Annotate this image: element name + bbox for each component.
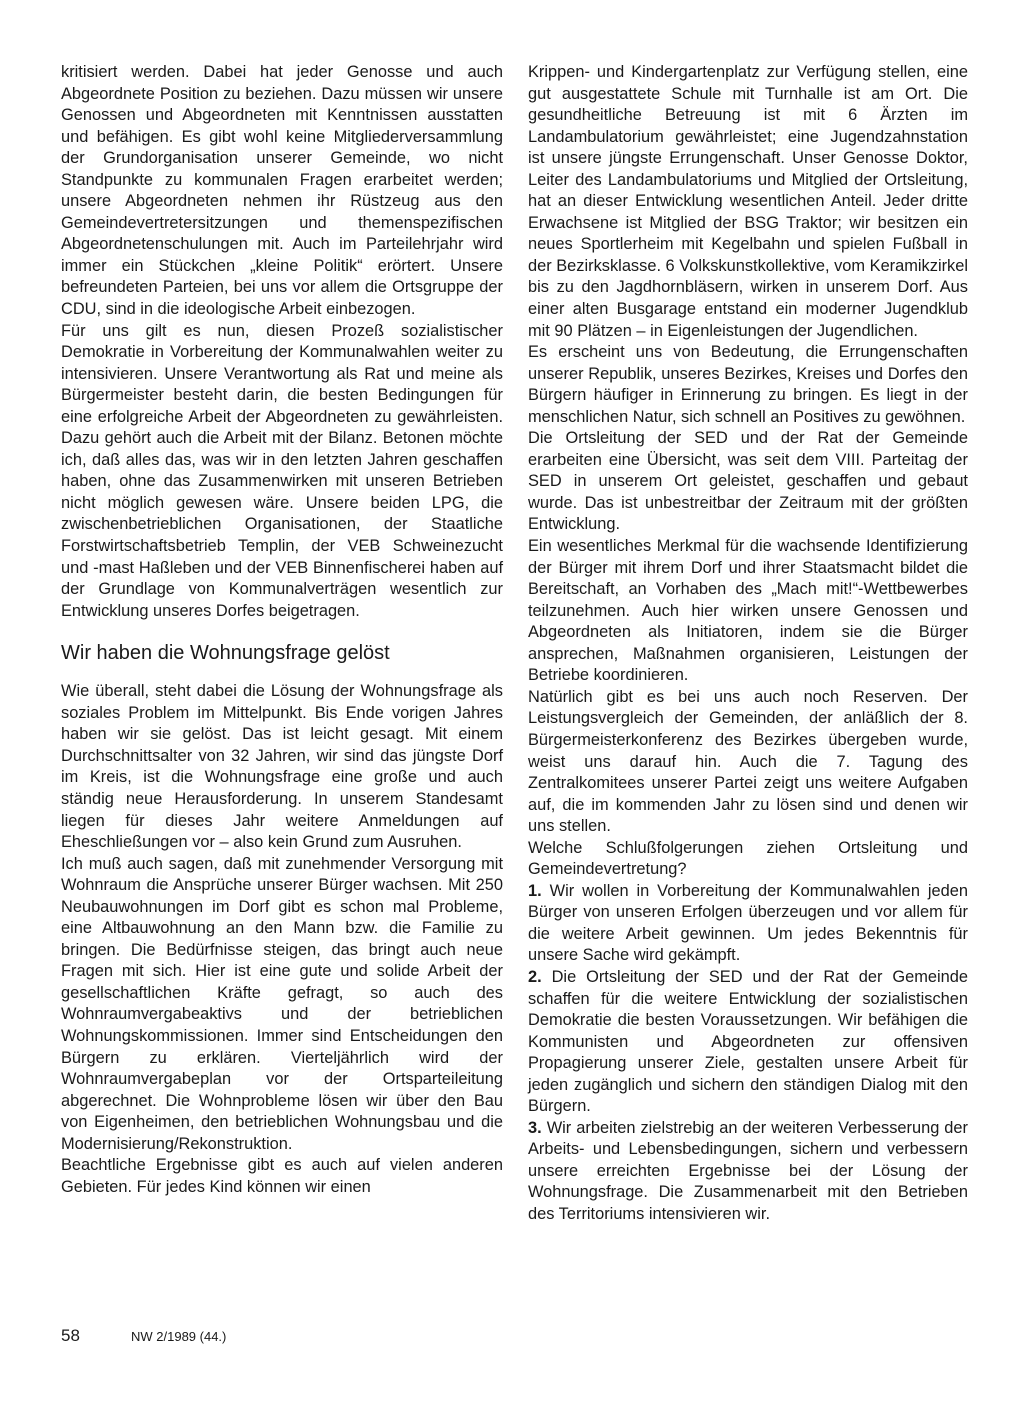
item-text: Wir arbeiten zielstrebig an der weiteren Verbesserung der Arbeits- und Lebensbedingungen, sichern und verbessern unsere erreichten Ergebnisse bei der Lösung der Wohnungsfrage. Die Zusammenarbeit mit den Betrieben des Territoriums intensivieren wir. xyxy=(528,1118,968,1223)
paragraph: Wie überall, steht dabei die Lösung der Wohnungsfrage als soziales Problem im Mittelpunkt. Bis Ende vorigen Jahres haben wir sie gelöst. Das ist leicht gesagt. Mit einem Durchschnittsalter von 32 Jahren, wir sind das jüngste Dorf im Kreis, ist die Wohnungsfrage eine große und auch ständig neue Herausforderung. In unserem Standesamt liegen für dieses Jahr weitere Anmeldungen auf Eheschließungen vor – also kein Grund zum Ausruhen. xyxy=(61,682,503,852)
paragraph: Krippen- und Kindergartenplatz zur Verfügung stellen, eine gut ausgestattete Schule mit Turnhalle ist am Ort. Die gesundheitliche Betreuung ist mit 6 Ärzten im Landambulatorium gewährleistet; eine Jugendzahnstation ist unsere jüngste Errungenschaft. Unser Genosse Doktor, Leiter des Landambulatoriums und Mitglied der Ortsleitung, hat an dieser Entwicklung wesentlichen Anteil. Jeder dritte Erwachsene ist Mitglied der BSG Traktor; wir besitzen ein neues Sportlerheim mit Kegelbahn und spielen Fußball in der Bezirksklasse. 6 Volkskunstkollektive, vom Keramikzirkel bis zu den Jagdhornbläsern, wirken in unserem Dorf. Aus einer alten Busgarage entstand ein moderner Jugendklub mit 90 Plätzen – in Eigenleistungen der Jugendlichen. xyxy=(528,63,968,340)
item-text: Wir wollen in Vorbereitung der Kommunalwahlen jeden Bürger von unseren Erfolgen überzeugen und vor allem für die weitere Arbeit gewinnen. Um jedes Bekenntnis für unsere Sache wird gekämpft. xyxy=(528,881,968,965)
paragraph: kritisiert werden. Dabei hat jeder Genosse und auch Abgeordnete Position zu beziehen. Dazu müssen wir unsere Genossen und Abgeordneten mit Kenntnissen ausstatten und befähigen. Es gibt wohl keine Mitgliederversammlung der Grundorganisation unserer Gemeinde, wo nicht Standpunkte zu kommunalen Fragen erarbeitet werden; unsere Abgeordneten nehmen ihr Rüstzeug aus den Gemeindevertretersitzungen und themenspezifischen Abgeordnetenschulungen mit. Auch im Parteilehrjahr wird immer ein Stückchen „kleine Politik“ erörtert. Unsere befreundeten Parteien, bei uns vor allem die Ortsgruppe der CDU, sind in die ideologische Arbeit einbezogen. xyxy=(61,63,503,319)
numbered-item xyxy=(528,1118,968,1226)
page-number: 58 xyxy=(61,1326,80,1345)
item-number: 2. xyxy=(528,967,542,986)
paragraph: Für uns gilt es nun, diesen Prozeß sozialistischer Demokratie in Vorbereitung der Kommunalwahlen weiter zu intensivieren. Unsere Verantwortung als Rat und meine als Bürgermeister besteht darin, die besten Bedingungen für eine erfolgreiche Arbeit der Abgeordneten zu gewährleisten. Dazu gehört auch die Arbeit mit der Bilanz. Betonen möchte ich, daß alles das, was wir in den letzten Jahren geschaffen haben, ohne das Zusammenwirken mit unseren Betrieben nicht möglich gewesen wäre. Unsere beiden LPG, die zwischenbetrieblichen Organisationen, der Staatliche Forstwirtschaftsbetrieb Templin, der VEB Schweinezucht und -mast Haßleben und der VEB Binnenfischerei haben auf der Grundlage von Kommunalverträgen wesentlich zur Entwicklung unseres Dorfes beigetragen. xyxy=(61,321,503,620)
right-column xyxy=(528,62,968,1226)
paragraph: Natürlich gibt es bei uns auch noch Reserven. Der Leistungsvergleich der Gemeinden, der anläßlich der 8. Bürgermeisterkonferenz des Bezirkes übergeben wurde, weist uns darauf hin. Auch die 7. Tagung des Zentralkomitees unserer Partei zeigt uns weitere Aufgaben auf, die im kommenden Jahr zu lösen sind und denen wir uns stellen. xyxy=(528,687,968,836)
numbered-item xyxy=(528,881,968,967)
paragraph: Es erscheint uns von Bedeutung, die Errungenschaften unserer Republik, unseres Bezirkes, Kreises und Dorfes den Bürgern häufiger in Erinnerung zu bringen. Es liegt in der menschlichen Natur, sich schnell an Positives zu gewöhnen. xyxy=(528,343,968,426)
paragraph: Beachtliche Ergebnisse gibt es auch auf vielen anderen Gebieten. Für jedes Kind können wir einen xyxy=(61,1156,503,1196)
item-number: 1. xyxy=(528,881,542,900)
paragraph: Welche Schlußfolgerungen ziehen Ortsleitung und Gemeindevertretung? xyxy=(528,838,968,879)
page-footer xyxy=(61,1326,481,1350)
paragraph: Die Ortsleitung der SED und der Rat der Gemeinde erarbeiten eine Übersicht, was seit dem VIII. Parteitag der SED in unserem Ort geleistet, geschaffen und gebaut wurde. Das ist unbestreitbar der Zeitraum mit der größten Entwicklung. xyxy=(528,429,968,534)
item-number: 3. xyxy=(528,1118,542,1137)
paragraph: Ein wesentliches Merkmal für die wachsende Identifizierung der Bürger mit ihrem Dorf und ihrer Staatsmacht bildet die Bereitschaft, an Vorhaben des „Mach mit!“-Wettbewerbes teilzunehmen. Auch hier wirken unsere Genossen und Abgeordneten als Initiatoren, indem sie die Bürger ansprechen, Maßnahmen organisieren, Leistungen der Betriebe koordinieren. xyxy=(528,537,968,685)
numbered-item xyxy=(528,967,968,1118)
paragraph: Ich muß auch sagen, daß mit zunehmender Versorgung mit Wohnraum die Ansprüche unserer Bürger wachsen. Mit 250 Neubauwohnungen im Dorf gibt es schon mal Probleme, eine Altbauwohnung an den Mann bzw. die Familie zu bringen. Die Bedürfnisse steigen, das bringt auch neue Fragen mit sich. Hier ist eine gute und solide Arbeit der gesellschaftlichen Kräfte gefragt, so auch des Wohnraumvergabeaktivs und der betrieblichen Wohnungskommissionen. Immer sind Entscheidungen den Bürgern zu erklären. Vierteljährlich wird der Wohnraumvergabeplan vor der Ortsparteileitung abgerechnet. Die Wohnprobleme lösen wir über den Bau von Eigenheimen, den betrieblichen Wohnungsbau und die Modernisierung/Rekonstruktion. xyxy=(61,854,503,1153)
item-text: Die Ortsleitung der SED und der Rat der Gemeinde schaffen für die weitere Entwicklung der sozialistischen Demokratie die besten Voraussetzungen. Wir befähigen die Kommunisten und Abgeordneten zur offensiven Propagierung unserer Ziele, gestalten unsere Arbeit für jeden zugänglich und sichern den ständigen Dialog mit den Bürgern. xyxy=(528,967,968,1116)
left-column xyxy=(61,62,503,1198)
section-heading: Wir haben die Wohnungsfrage gelöst xyxy=(61,642,390,665)
journal-citation: NW 2/1989 (44.) xyxy=(131,1329,227,1344)
